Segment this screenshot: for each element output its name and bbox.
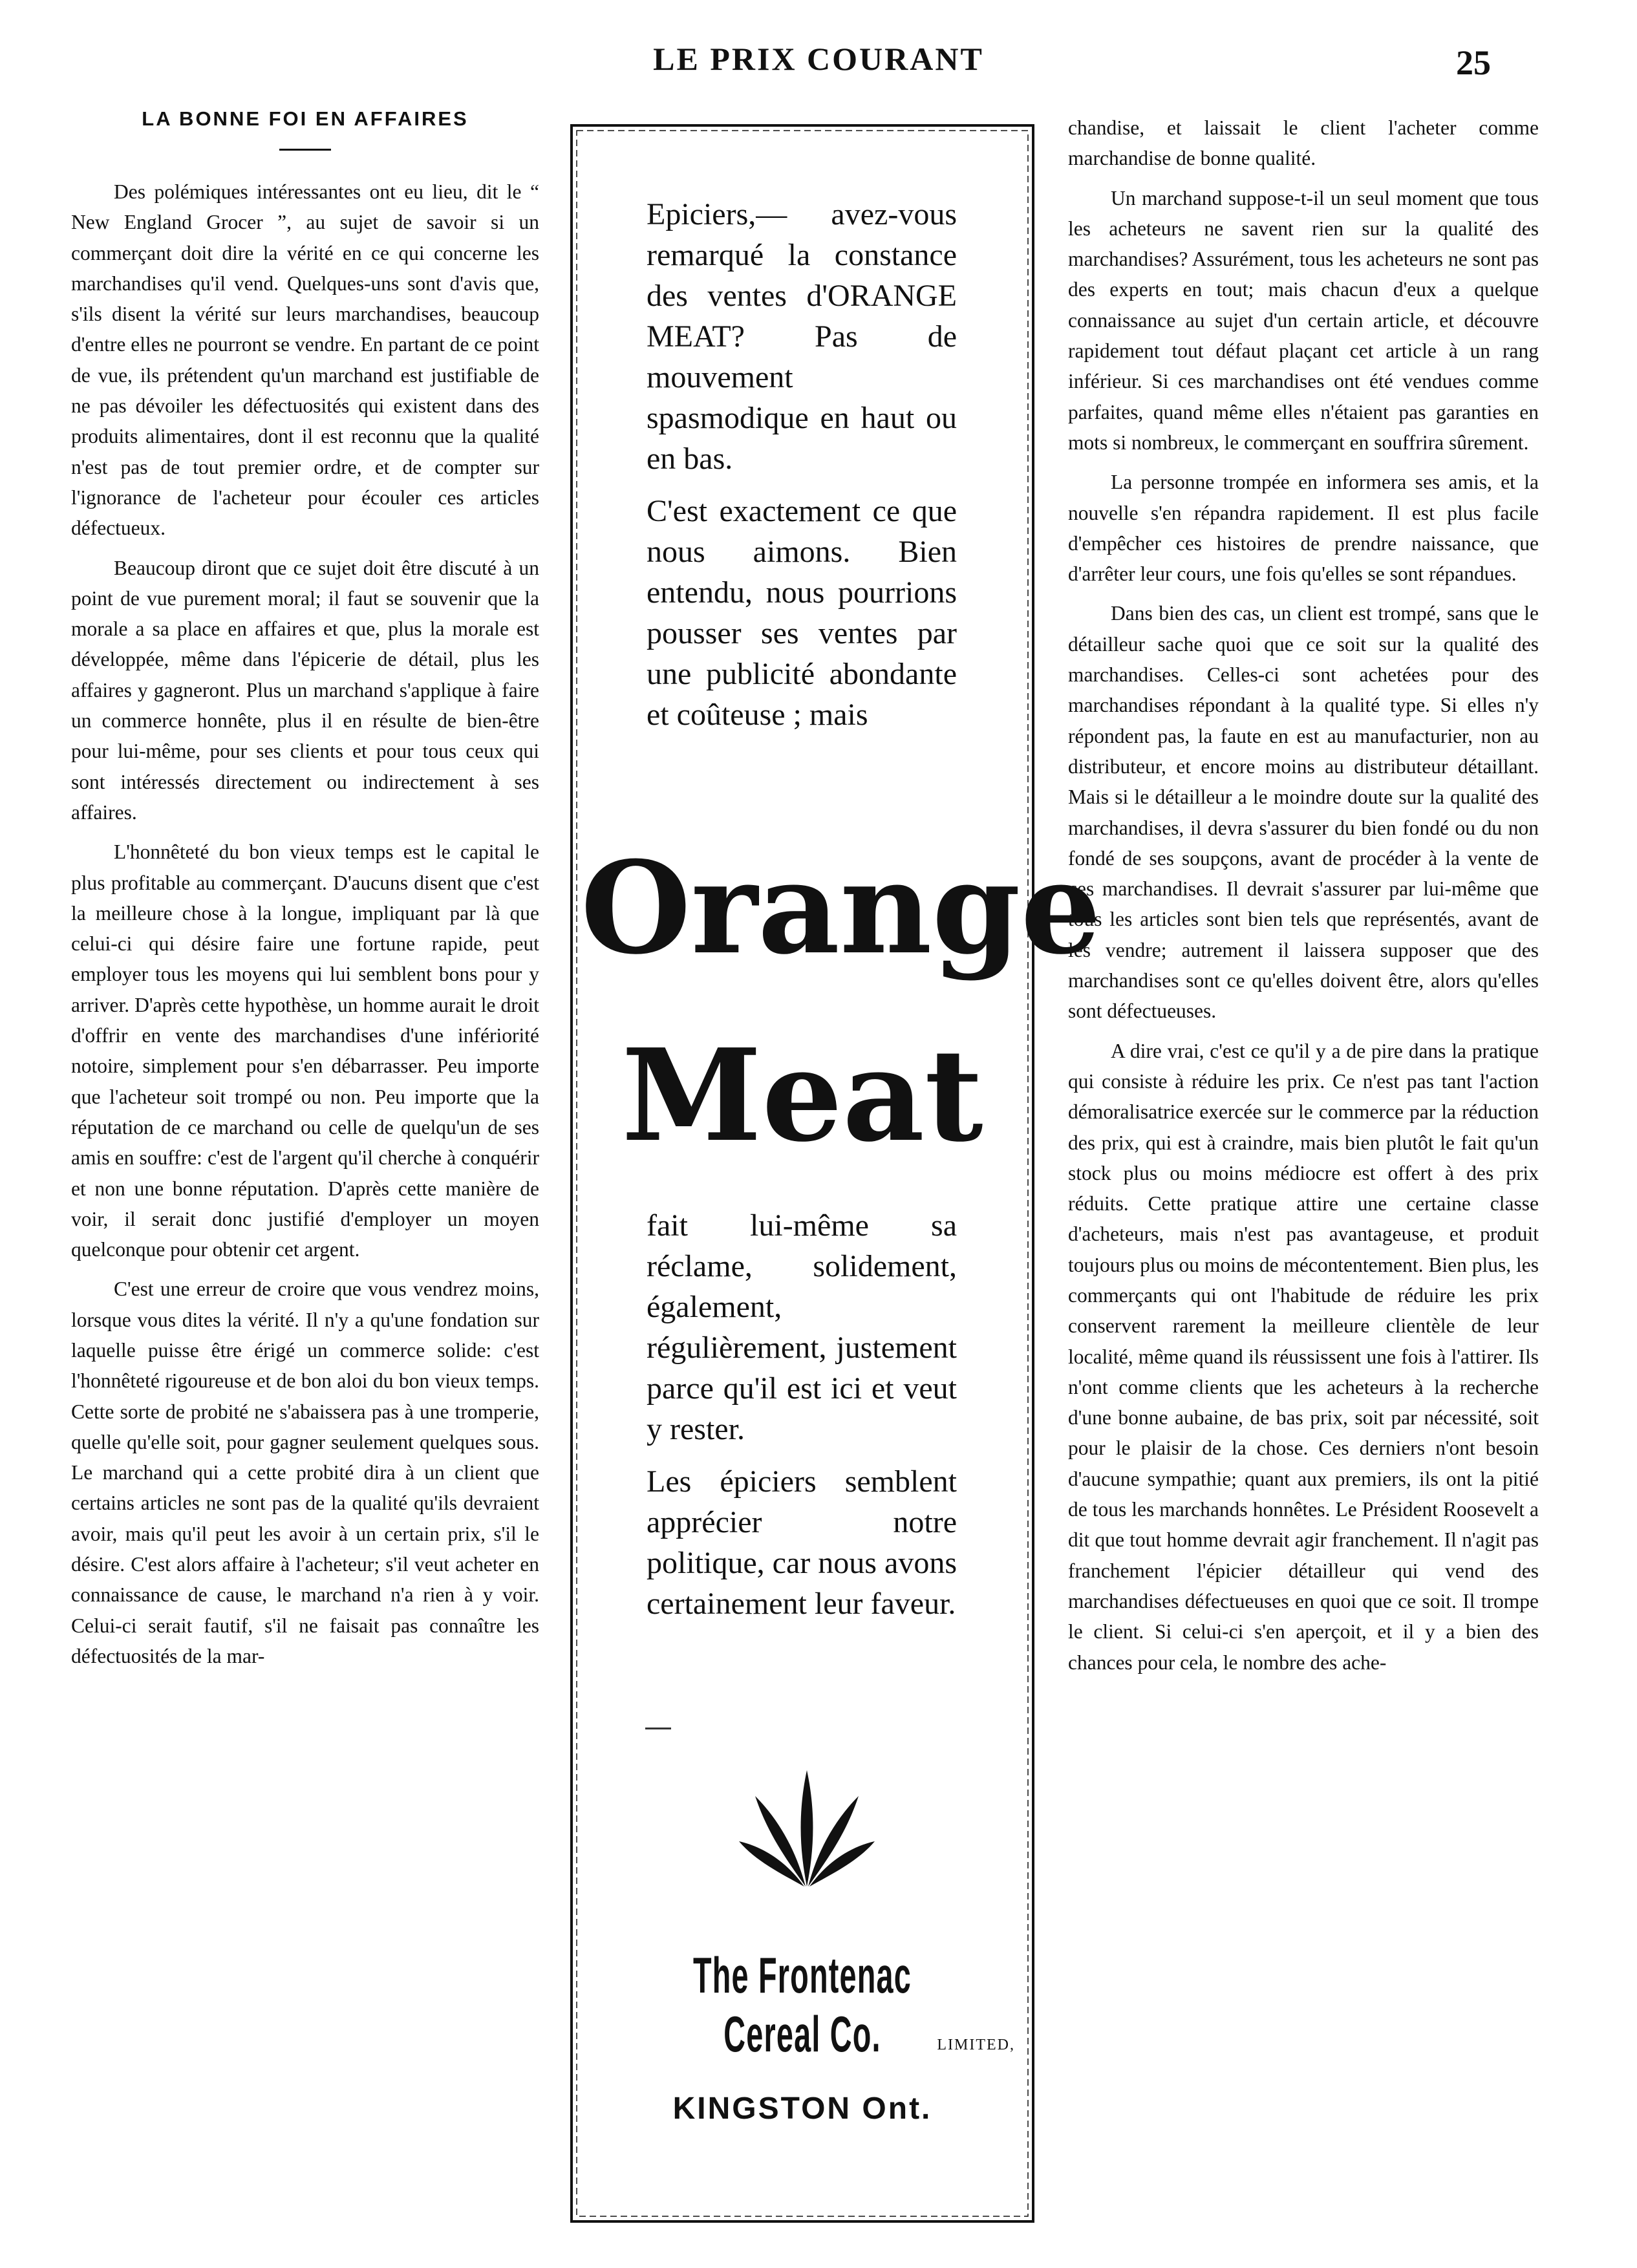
ad-paragraph: Epiciers,— avez-vous remarqué la constance des ventes d'ORANGE MEAT? Pas de mouvement spasmodique en haut ou en bas. — [647, 197, 957, 476]
brand-name-orange: Orange — [581, 834, 1102, 983]
brand-name-meat: Meat — [621, 1022, 983, 1170]
advertisement-body — [647, 1205, 957, 1636]
ad-paragraph: Les épiciers semblent apprécier notre politique, car nous avons certainement leur faveur. — [647, 1464, 957, 1621]
advertisement-intro — [647, 194, 957, 747]
article-right-column — [1068, 112, 1539, 1687]
company-limited: LIMITED, — [937, 2037, 1015, 2053]
page-number: 25 — [1456, 43, 1491, 82]
company-location: KINGSTON Ont. — [672, 2091, 932, 2126]
article-paragraph: A dire vrai, c'est ce qu'il y a de pire dans la pratique qui consiste à réduire les prix. Ce n'est pas tant l'action démoralisatrice exercée sur le commerce par la réduction des prix, qui est à craindre, mais bien plutôt le fait qu'un stock plus ou moins médiocre est offert à des prix réduits. Cette pratique attire une certaine classe d'acheteurs, mais n'est pas avantageuse, et produit toujours plus ou moins de mécontentement. Bien plus, les commerçants qui ont l'habitude de réduire les prix conservent rarement la meilleure clientèle de leur localité, même quand ils réussissent une fois à l'attirer. Ils n'ont comme clients que les acheteurs à la recherche d'une bonne aubaine, de bas prix, soit par nécessité, soit pour le plaisir de la chose. Ces derniers n'ont besoin d'aucune sympathie; quant aux premiers, ils ont la pitié de tous les marchands honnêtes. Le Président Roosevelt a dit que tout homme devrait agir franchement. Il n'agit pas franchement l'épicier détailleur qui vend des marchandises défectueuses en quoi que ce soit. Il trompe le client. Si celui-ci s'en aperçoit, et il y a bien des chances pour cela, le nombre des ache- — [1068, 1039, 1539, 1674]
title-rule — [279, 149, 331, 151]
article-paragraph: Dans bien des cas, un client est trompé, sans que le détailleur sache quoi que ce soit sur la qualité des marchandises. Celles-ci sont achetées pour des marchandises répondant à la qualité type. Si elles n'y répondent pas, la faute en est au manufacturier, non au distributeur, et encore moins au distributeur détaillant. Mais si le détailleur a le moindre doute sur la qualité des marchandises, il devra s'assurer du bien fondé ou du non fondé de ses soupçons, avant de procéder à la vente de ces marchandises. Il devrait s'assurer par lui-même que tous les articles sont bien tels que représentés, avant de les vendre; autrement il laissera supposer que des marchandises sont ce qu'elles doivent être, alors qu'elles sont défectueuses. — [1068, 602, 1539, 1023]
article-paragraph: L'honnêteté du bon vieux temps est le capital le plus profitable au commerçant. D'aucuns disent que c'est la meilleure chose à la longue, impliquant par là que celui-ci qui désire faire une fortune rapide, peut employer tous les moyens qui lui semblent bons pour y arriver. D'après cette hypothèse, un homme aurait le droit d'offrir en vente des marchandises d'une infériorité notoire, simplement pour s'en débarrasser. Peu importe que l'acheteur soit trompé ou non. Peu importe que la réputation de ce marchand ou celle de quelqu'un de ses amis en souffre: c'est de l'argent qu'il cherche à conquérir et non une bonne réputation. D'après cette manière de voir, il serait donc justifié d'employer un moyen quelconque pour obtenir cet argent. — [71, 840, 539, 1261]
ad-paragraph: fait lui-même sa réclame, solidement, également, régulièrement, justement parce qu'il est ici et veut y rester. — [647, 1208, 957, 1446]
article-paragraph: Un marchand suppose-t-il un seul moment que tous les acheteurs ne savent rien sur la qualité des marchandises? Assurément, tous les acheteurs ne sont pas des experts en tout; mais chacun d'eux a quelque connaissance au sujet d'un certain article, et découvre rapidement tout défaut plaçant cet article à un rang inférieur. Si ces marchandises ont été vendues comme parfaites, quand même elles n'étaient pas garanties en mots si nombreux, le commerçant en souffrira sûrement. — [1068, 186, 1539, 454]
leaf-emblem-icon — [736, 1757, 878, 1893]
ad-paragraph: C'est exactement ce que nous aimons. Bien entendu, nous pourrions pousser ses ventes par une publicité abondante et coûteuse ; mais — [647, 494, 957, 732]
page-header-title: LE PRIX COURANT — [653, 41, 984, 77]
company-name: The Frontenac Cereal Co. — [692, 1947, 912, 2062]
article-paragraph: Des polémiques intéressantes ont eu lieu, dit le “ New England Grocer ”, au sujet de savoir si un commerçant doit dire la vérité en ce qui concerne les marchandises qu'il vend. Quelques-uns sont d'avis que, s'ils disent la vérité sur leurs marchandises, beaucoup d'entre elles ne pourront se vendre. En partant de ce point de vue, ils prétendent qu'un marchand est justifiable de ne pas dévoiler les défectuosités qui existent dans des produits alimentaires, dont il est reconnu que la qualité n'est pas de tout premier ordre, et de compter sur l'ignorance de l'acheteur pour écouler ces articles défectueux. — [71, 180, 539, 540]
article-paragraph: La personne trompée en informera ses amis, et la nouvelle s'en répandra rapidement. Il est plus facile d'empêcher ces histoires de prendre naissance, que d'arrêter leur cours, une fois qu'elles se sont répandues. — [1068, 471, 1539, 586]
article-title: LA BONNE FOI EN AFFAIRES — [142, 107, 469, 130]
article-paragraph: Beaucoup diront que ce sujet doit être discuté à un point de vue purement moral; il faut se souvenir que la morale a sa place en affaires et que, plus la morale est développée, même dans l'épicerie de détail, plus les affaires y gagneront. Plus un marchand s'applique à faire un commerce honnête, plus il en résulte de bien-être pour lui-même, pour ses clients et pour tous ceux qui sont intéressés directement ou indirectement à ses affaires. — [71, 556, 539, 824]
article-paragraph: C'est une erreur de croire que vous vendrez moins, lorsque vous dites la vérité. Il n'y a qu'une fondation sur laquelle puisse être érigé un commerce solide: c'est l'honnêteté rigoureuse et de bon aloi du bon vieux temps. Cette sorte de probité ne s'abaissera pas à une tromperie, quelle qu'elle soit, pour gagner seulement quelques sous. Le marchand qui a cette probité dira à un client que certains articles ne sont pas de la qualité qu'ils devraient avoir, mais qu'il peut les avoir à un certain prix, s'il le désire. C'est alors affaire à l'acheteur; s'il veut acheter en connaissance de cause, le marchand n'a rien à y voir. Celui-ci serait fautif, s'il ne faisait pas connaître les défectuosités de la mar- — [71, 1278, 539, 1667]
ad-divider — [645, 1728, 671, 1729]
article-paragraph: chandise, et laissait le client l'acheter comme marchandise de bonne qualité. — [1068, 116, 1539, 170]
article-left-column — [71, 106, 539, 1680]
